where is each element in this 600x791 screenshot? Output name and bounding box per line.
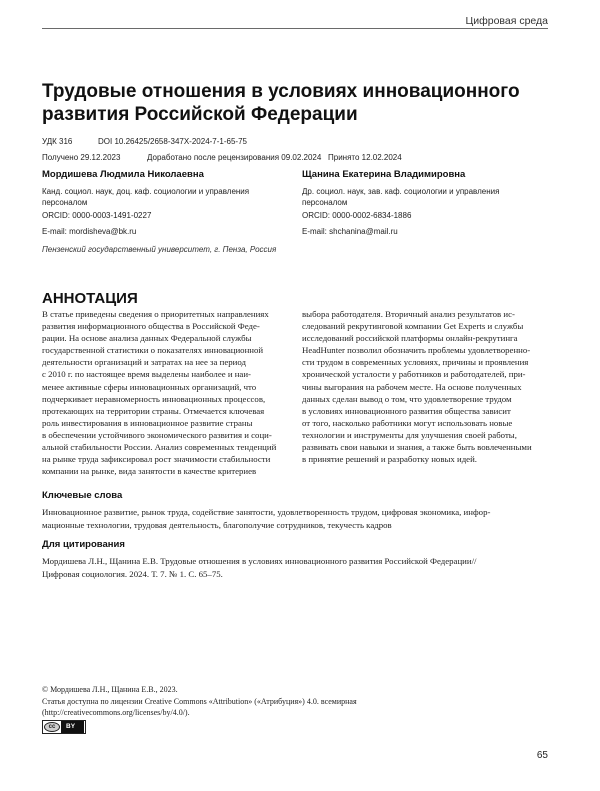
annotation-line: чины выгорания на рабочем месте. На основе полученных [302, 381, 522, 392]
annotation-line: исследований российской платформы онлайн-рекрутинга [302, 333, 518, 344]
copyright-notice: © Мордишева Л.Н., Щанина Е.В., 2023. [42, 685, 178, 694]
page-number: 65 [536, 750, 548, 761]
citation-line: Мордишева Л.Н., Щанина Е.В. Трудовые отношения в условиях инновационного развития Российской Федерации// [42, 556, 477, 566]
author-name: Мордишева Людмила Николаевна [42, 169, 204, 180]
annotation-line: в обеспечении устойчивого экономического развития и соци- [42, 429, 272, 440]
annotation-line: выбора работодателя. Вторичный анализ результатов ис- [302, 309, 515, 319]
annotation-line: протекающих на территории страны. Отмечается ключевая [42, 405, 265, 416]
citation-heading: Для цитирования [42, 539, 125, 550]
author-name: Щанина Екатерина Владимировна [302, 169, 466, 180]
title-line: Трудовые отношения в условиях инновационного [42, 81, 520, 102]
journal-section-label: Цифровая среда [465, 15, 548, 27]
license-text: Статья доступна по лицензии Creative Commons «Attribution» («Атрибуция») 4.0. всемирная [42, 697, 357, 706]
article-title [42, 80, 542, 126]
annotation-line: менее активные сферы инновационных организаций, что [42, 381, 257, 392]
license-url[interactable]: (http://creativecommons.org/licenses/by/4.0/). [42, 708, 190, 717]
annotation-line: развивать свои навыки и знания, а также быть вовлеченными [302, 442, 532, 453]
annotation-line: государственной статистики о показателях инновационной [42, 345, 264, 356]
affiliation: Пензенский государственный университет, г. Пенза, Россия [42, 245, 277, 254]
revised-date: Доработано после рецензирования 09.02.2024 [147, 153, 322, 162]
author-position-line: персоналом [42, 198, 88, 207]
udk-code: УДК 316 [42, 137, 73, 146]
author-position [42, 186, 292, 208]
keywords-line: мационные технологии, трудовая деятельность, благополучие сотрудников, текучесть кадров [42, 519, 392, 530]
annotation-line: в принятие решений и разработку новых идей. [302, 454, 477, 465]
annotation-line: развития информационного общества в Российской Феде- [42, 321, 260, 332]
author-orcid: ORCID: 0000-0003-1491-0227 [42, 211, 152, 220]
annotation-line: альной стабильности России. Анализ современных тенденций [42, 442, 277, 453]
accepted-date: Принято 12.02.2024 [328, 153, 402, 162]
author-position-line: персоналом [302, 198, 348, 207]
annotation-line: в условиях инновационного развития общества зависит [302, 405, 511, 416]
annotation-line: роль инвестирования в инновационное развитие страны [42, 417, 253, 428]
annotation-line: В статье приведены сведения о приоритетных направлениях [42, 309, 269, 319]
annotation-line: рации. На основе анализа данных Федеральной службы [42, 333, 252, 344]
annotation-line: на рынке труда зафиксировал рост значимости стабильности [42, 454, 271, 465]
author-position [302, 186, 552, 208]
annotation-line: HeadHunter позволил обозначить проблемы удовлетворенно- [302, 345, 531, 356]
doi: DOI 10.26425/2658-347X-2024-7-1-65-75 [98, 137, 247, 146]
annotation-heading: АННОТАЦИЯ [42, 290, 138, 307]
cc-icon: cc [44, 722, 60, 732]
annotation-left-column [42, 308, 290, 477]
annotation-line: технологии и инструменты для улучшения своей работы, [302, 429, 517, 440]
annotation-line: данных сделан вывод о том, что удовлетворение трудом [302, 393, 512, 404]
author-orcid: ORCID: 0000-0002-6834-1886 [302, 211, 412, 220]
creative-commons-badge[interactable] [42, 720, 86, 734]
received-date: Получено 29.12.2023 [42, 153, 121, 162]
annotation-line: подчеркивает неравномерность инновационных процессов, [42, 393, 266, 404]
title-line: развития Российской Федерации [42, 104, 358, 125]
citation-line: Цифровая социология. 2024. Т. 7. № 1. С. 65–75. [42, 568, 223, 579]
annotation-line: сти трудом в современных условиях, причины и проявления [302, 357, 529, 368]
author-position-line: Др. социол. наук, зав. каф. социологии и управления [302, 187, 500, 196]
keywords-line: Инновационное развитие, рынок труда, содействие занятости, удовлетворенность трудом, цифровая экономика, инфор- [42, 507, 491, 517]
annotation-line: следований рекрутинговой компании Get Experts и службы [302, 321, 524, 332]
annotation-line: с 2010 г. по настоящее время выделены наиболее и наи- [42, 369, 251, 380]
author-email: E-mail: mordisheva@bk.ru [42, 227, 137, 236]
keywords-text [42, 506, 548, 531]
annotation-line: компании на рынке, вида занятости в качестве критериев [42, 466, 257, 477]
annotation-right-column [302, 308, 550, 465]
by-icon [61, 721, 84, 733]
citation-text [42, 555, 548, 580]
header-divider [42, 28, 548, 29]
author-position-line: Канд. социол. наук, доц. каф. социологии и управления [42, 187, 250, 196]
annotation-line: хронической усталости у работников и работодателей, при- [302, 369, 526, 380]
keywords-heading: Ключевые слова [42, 490, 123, 501]
annotation-line: деятельности организаций и затратах на нее за период [42, 357, 246, 368]
author-email: E-mail: shchanina@mail.ru [302, 227, 398, 236]
annotation-line: от того, насколько работники могут использовать новые [302, 417, 513, 428]
by-label: BY [66, 723, 76, 730]
